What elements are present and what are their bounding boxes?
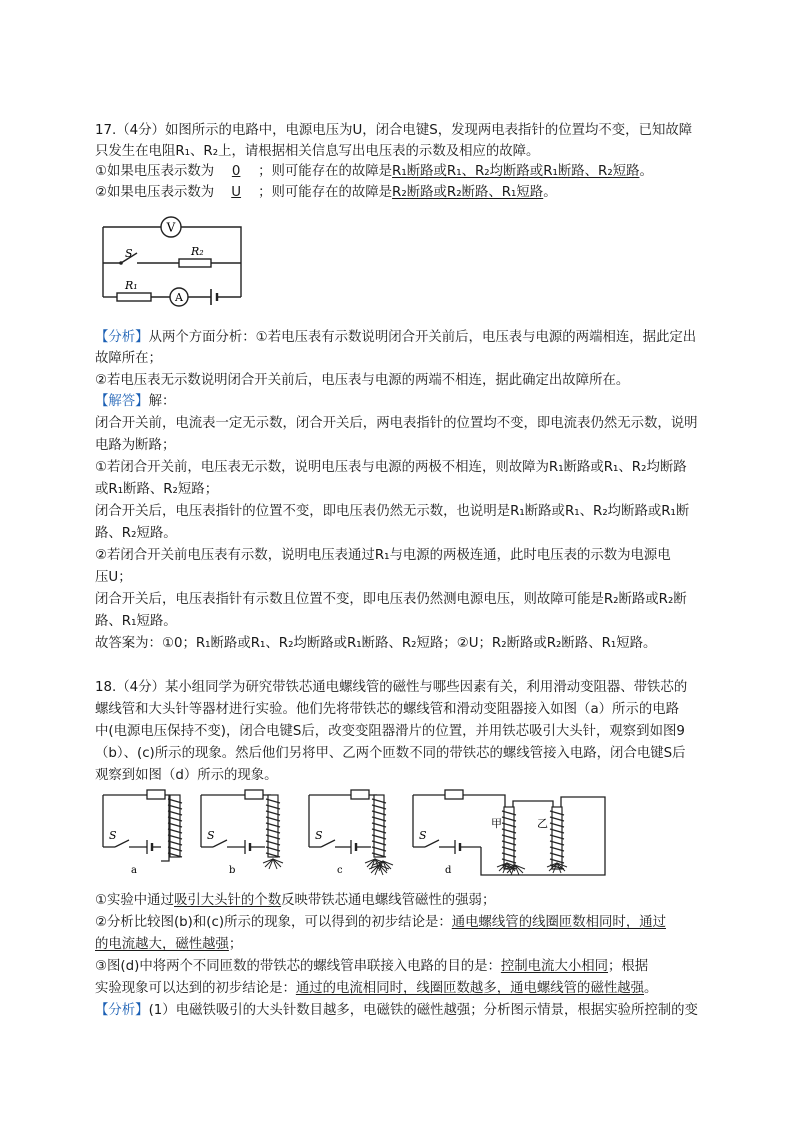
q18-answer-1: 吸引大头针的个数 <box>173 893 282 908</box>
resistor-r2 <box>179 259 211 267</box>
q18-item-3: ③图(d)中将两个不同匝数的带铁芯的螺线管串联接入电路的目的是：控制电流大小相同；根据 <box>95 959 649 974</box>
figure-b <box>201 790 271 854</box>
fig-d-label: d <box>445 865 452 876</box>
q18-solenoid-figures <box>95 785 625 880</box>
q17-fault-1: R₁断路或R₁、R₂均断路或R₁断路、R₂短路 <box>392 164 640 179</box>
fig-d-yi: 乙 <box>537 817 548 830</box>
q17-answer-1: 0 <box>231 164 241 179</box>
q18-answer-2a: 通电螺线管的线圈匝数相同时，通过 <box>451 915 666 930</box>
fig-a-s: S <box>109 829 117 842</box>
q17-analysis-line-2: 故障所在； <box>95 351 162 366</box>
solution-tag: 【解答】 <box>95 394 149 409</box>
fig-c-s: S <box>315 829 323 842</box>
q17-solution-line: 路、R₁短路。 <box>95 614 177 629</box>
q17-solution-line: 或R₁断路、R₂短路； <box>95 482 219 497</box>
q18-item-2: ②分析比较图(b)和(c)所示的现象，可以得到的初步结论是：通电螺线管的线圈匝数相同时，通过 <box>95 915 666 930</box>
label-a: A <box>175 291 183 304</box>
fig-b-label: b <box>229 865 236 876</box>
q17-fault-2: R₂断路或R₂断路、R₁短路 <box>392 185 544 200</box>
resistor-r1 <box>117 293 151 301</box>
q17-final-answer: 故答案为：①0；R₁断路或R₁、R₂均断路或R₁断路、R₂短路；②U；R₂断路或R₂断路、R₁短路。 <box>95 636 657 651</box>
q18-item-3-cont: 实验现象可以达到的初步结论是：通过的电流相同时，线圈匝数越多，通电螺线管的磁性越强。 <box>95 981 658 996</box>
q17-solution-line: 闭合开关前，电流表一定无示数，闭合开关后，两电表指针的位置均不变，即电流表仍然无示数，说明 <box>95 416 698 431</box>
q17-answer-2: U <box>231 185 242 200</box>
q18-stem-line-2: 螺线管和大头针等器材进行实验。他们先将带铁芯的螺线管和滑动变阻器接入如图（a）所示的电路 <box>95 702 679 717</box>
q18-stem-line-4: （b）、(c)所示的现象。然后他们另将甲、乙两个匝数不同的带铁芯的螺线管接入电路，闭合电键S后 <box>95 746 686 761</box>
q17-solution-line: ①若闭合开关前，电压表无示数，说明电压表与电源的两极不相连，则故障为R₁断路或R₁、R₂均断路 <box>95 460 687 475</box>
fig-d-jia: 甲 <box>491 817 502 830</box>
fig-c-label: c <box>337 865 343 876</box>
q18-answer-3: 控制电流大小相同 <box>500 959 609 974</box>
q18-item-2-cont: 的电流越大，磁性越强； <box>95 937 243 952</box>
q18-answer-2b: 的电流越大，磁性越强 <box>95 937 229 952</box>
q17-analysis-line-3: ②若电压表无示数说明闭合开关前后，电压表与电源的两端不相连，据此确定出故障所在。 <box>95 373 630 388</box>
fig-a-label: a <box>131 865 137 876</box>
q17-analysis-line-1: 【分析】从两个方面分析：①若电压表有示数说明闭合开关前后，电压表与电源的两端相连，据此定出 <box>95 330 697 345</box>
q17-item-1: ①如果电压表示数为 0 ；则可能存在的故障是R₁断路或R₁、R₂均断路或R₁断路、R₂短路。 <box>95 162 740 182</box>
q18-item-1: ①实验中通过吸引大头针的个数反映带铁芯通电螺线管磁性的强弱； <box>95 893 496 908</box>
q17-solution-line: 电路为断路； <box>95 438 176 453</box>
q17-stem-line-2: 只发生在电阻R₁、R₂上，请根据相关信息写出电压表的示数及相应的故障。 <box>95 144 540 159</box>
analysis-tag: 【分析】 <box>95 330 149 345</box>
q18-answer-3b: 通过的电流相同时，线圈匝数越多，通电螺线管的磁性越强 <box>295 981 645 996</box>
label-s: S <box>125 247 133 260</box>
q18-analysis-line-1: 【分析】(1）电磁铁吸引的大头针数目越多，电磁铁的磁性越强；分析图示情景，根据实验所控制的变 <box>95 1003 698 1018</box>
figure-c <box>309 790 377 854</box>
q17-item-2: ②如果电压表示数为 U ；则可能存在的故障是R₂断路或R₂断路、R₁短路。 <box>95 183 740 203</box>
q17-solution-line: 闭合开关后，电压表指针的位置不变，即电压表仍然无示数，也说明是R₁断路或R₁、R₂均断路或R₁断 <box>95 504 690 519</box>
q17-circuit-diagram <box>95 205 250 310</box>
q17-stem-line-1: 17.（4分）如图所示的电路中，电源电压为U，闭合电键S，发现两电表指针的位置均不变，已知故障 <box>95 123 693 138</box>
analysis-tag: 【分析】 <box>95 1003 149 1018</box>
q17-solution-line: 闭合开关后，电压表指针有示数且位置不变，即电压表仍然测电源电压，则故障可能是R₂断路或R₂断 <box>95 592 687 607</box>
q18-stem-line-1: 18.（4分）某小组同学为研究带铁芯通电螺线管的磁性与哪些因素有关，利用滑动变阻器、带铁芯的 <box>95 680 688 695</box>
label-r2: R₂ <box>191 245 204 258</box>
label-v: V <box>166 220 176 235</box>
figure-a <box>103 790 169 861</box>
fig-d-s: S <box>419 829 427 842</box>
fig-b-s: S <box>207 829 215 842</box>
q17-solution-line: ②若闭合开关前电压表有示数，说明电压表通过R₁与电源的两极连通，此时电压表的示数为电源电 <box>95 548 671 563</box>
label-r1: R₁ <box>125 279 138 292</box>
q17-solution-line: 压U； <box>95 570 132 585</box>
q18-stem-line-5: 观察到如图（d）所示的现象。 <box>95 768 278 783</box>
q17-solution-line: 路、R₂短路。 <box>95 526 177 541</box>
q18-stem-line-3: 中(电源电压保持不变)，闭合电键S后，改变变阻器滑片的位置，并用铁芯吸引大头针，观察到如图9 <box>95 724 685 739</box>
q17-solution-heading: 【解答】解： <box>95 394 176 409</box>
